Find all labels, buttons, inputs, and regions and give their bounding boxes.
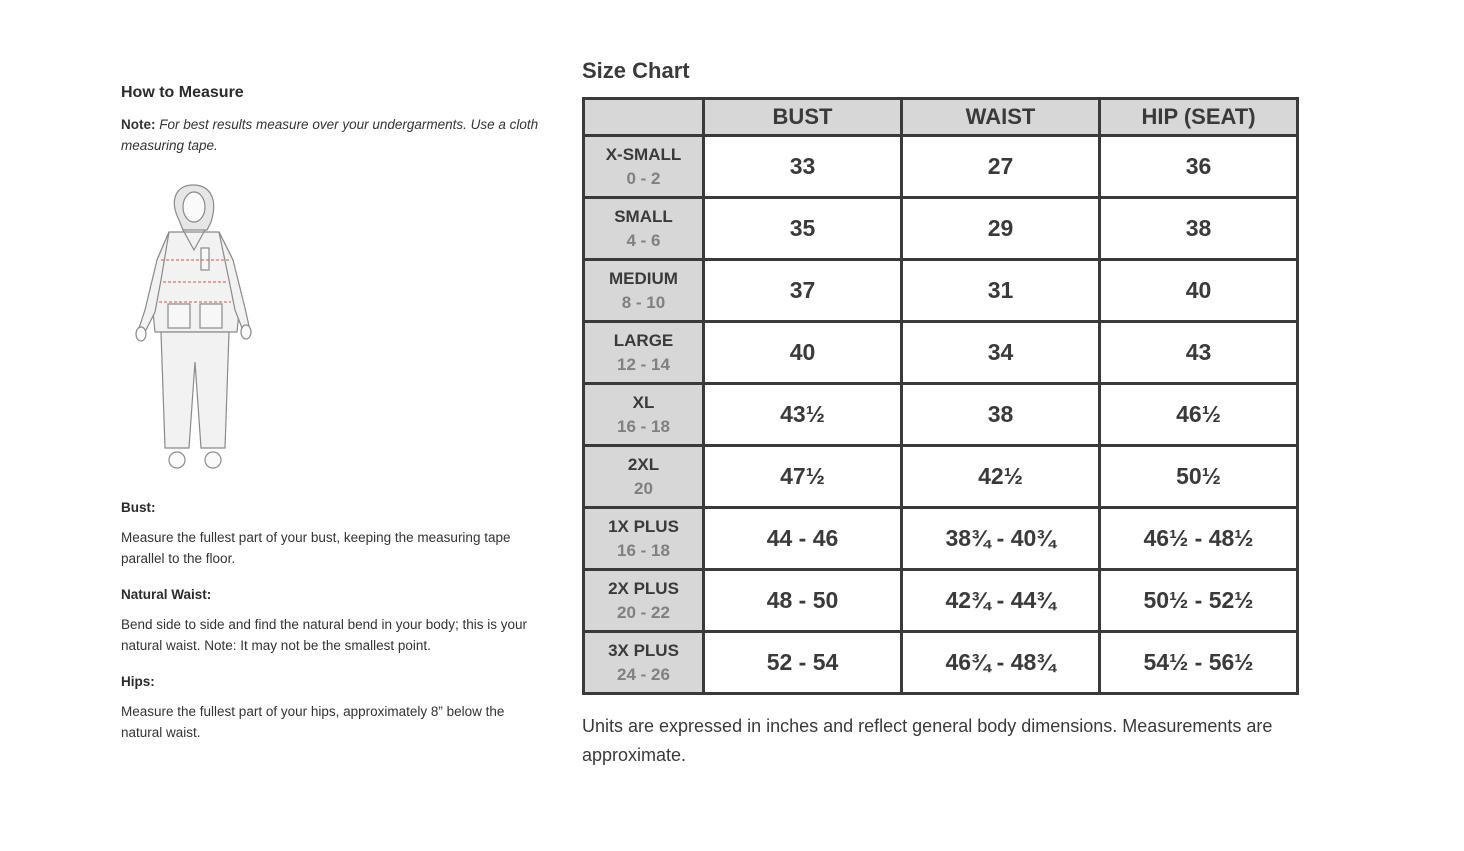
size-name: LARGE [613, 330, 674, 350]
size-range: 0 - 2 [626, 168, 661, 188]
waist-value-cell: 46¾ - 48¾ [902, 632, 1100, 694]
bust-value-cell: 47½ [704, 446, 902, 508]
size-range: 8 - 10 [621, 292, 666, 312]
hips-text: Measure the fullest part of your hips, approximately 8” below the natural waist. [121, 704, 505, 740]
size-label-cell [584, 260, 704, 322]
measurement-definitions [121, 498, 541, 759]
table-row [584, 446, 1298, 508]
size-name: XL [632, 392, 655, 412]
waist-value-cell: 34 [902, 322, 1100, 384]
table-row [584, 136, 1298, 198]
size-range: 24 - 26 [617, 664, 670, 684]
waist-value-cell: 38¾ - 40¾ [902, 508, 1100, 570]
size-label-cell [584, 632, 704, 694]
table-row [584, 322, 1298, 384]
hip-value-cell: 50½ - 52½ [1100, 570, 1298, 632]
bust-value-cell: 35 [704, 198, 902, 260]
table-row [584, 570, 1298, 632]
size-chart-table [582, 97, 1299, 695]
size-label-cell [584, 136, 704, 198]
hip-value-cell: 46½ [1100, 384, 1298, 446]
waist-value-cell: 42¾ - 44¾ [902, 570, 1100, 632]
size-chart-title: Size Chart [582, 58, 690, 83]
table-row [584, 384, 1298, 446]
size-name: X-SMALL [605, 144, 682, 164]
table-row [584, 508, 1298, 570]
bust-value-cell: 33 [704, 136, 902, 198]
waist-term: Natural Waist: [121, 587, 212, 602]
note-label: Note: [121, 117, 156, 132]
size-name: MEDIUM [609, 268, 678, 288]
waist-value-cell: 42½ [902, 446, 1100, 508]
waist-value-cell: 29 [902, 198, 1100, 260]
size-range: 16 - 18 [617, 416, 670, 436]
bust-value-cell: 48 - 50 [704, 570, 902, 632]
measure-note [121, 114, 541, 156]
size-range: 12 - 14 [617, 354, 670, 374]
bust-term: Bust: [121, 500, 156, 515]
header-corner-cell [584, 99, 704, 136]
waist-value-cell: 31 [902, 260, 1100, 322]
hip-value-cell: 40 [1100, 260, 1298, 322]
bust-value-cell: 37 [704, 260, 902, 322]
size-range: 4 - 6 [626, 230, 661, 250]
waist-text: Bend side to side and find the natural bend in your body; this is your natural waist. Note: It may not be the smallest point. [121, 617, 528, 653]
size-label-cell [584, 508, 704, 570]
size-label-cell [584, 198, 704, 260]
size-label-cell [584, 446, 704, 508]
header-bust: BUST [704, 99, 902, 136]
how-to-measure-panel [121, 80, 541, 740]
how-to-measure-heading: How to Measure [121, 84, 244, 101]
bust-value-cell: 52 - 54 [704, 632, 902, 694]
header-waist: WAIST [902, 99, 1100, 136]
bust-definition [121, 498, 541, 569]
size-name: SMALL [614, 206, 673, 226]
size-name: 1X PLUS [608, 516, 679, 536]
table-row [584, 260, 1298, 322]
waist-definition [121, 585, 541, 656]
hip-value-cell: 36 [1100, 136, 1298, 198]
woman-measurement-figure-icon [121, 180, 271, 475]
hip-value-cell: 50½ [1100, 446, 1298, 508]
size-range: 16 - 18 [617, 540, 670, 560]
hip-value-cell: 46½ - 48½ [1100, 508, 1298, 570]
size-name: 2X PLUS [608, 578, 679, 598]
bust-value-cell: 43½ [704, 384, 902, 446]
size-range: 20 [634, 478, 653, 498]
hips-definition [121, 672, 541, 743]
size-chart-footnote: Units are expressed in inches and reflect general body dimensions. Measurements are approximate. [582, 716, 1273, 765]
header-hip: HIP (SEAT) [1100, 99, 1298, 136]
size-range: 20 - 22 [617, 602, 670, 622]
bust-value-cell: 44 - 46 [704, 508, 902, 570]
hips-term: Hips: [121, 674, 155, 689]
waist-value-cell: 38 [902, 384, 1100, 446]
size-name: 2XL [627, 454, 660, 474]
waist-value-cell: 27 [902, 136, 1100, 198]
table-row [584, 198, 1298, 260]
size-name: 3X PLUS [608, 640, 679, 660]
size-chart-header-row [584, 99, 1298, 136]
hip-value-cell: 43 [1100, 322, 1298, 384]
hip-value-cell: 54½ - 56½ [1100, 632, 1298, 694]
size-label-cell [584, 384, 704, 446]
bust-text: Measure the fullest part of your bust, keeping the measuring tape parallel to the floor. [121, 530, 511, 566]
table-row [584, 632, 1298, 694]
note-text: For best results measure over your undergarments. Use a cloth measuring tape. [121, 117, 539, 153]
size-label-cell [584, 322, 704, 384]
hip-value-cell: 38 [1100, 198, 1298, 260]
size-label-cell [584, 570, 704, 632]
bust-value-cell: 40 [704, 322, 902, 384]
